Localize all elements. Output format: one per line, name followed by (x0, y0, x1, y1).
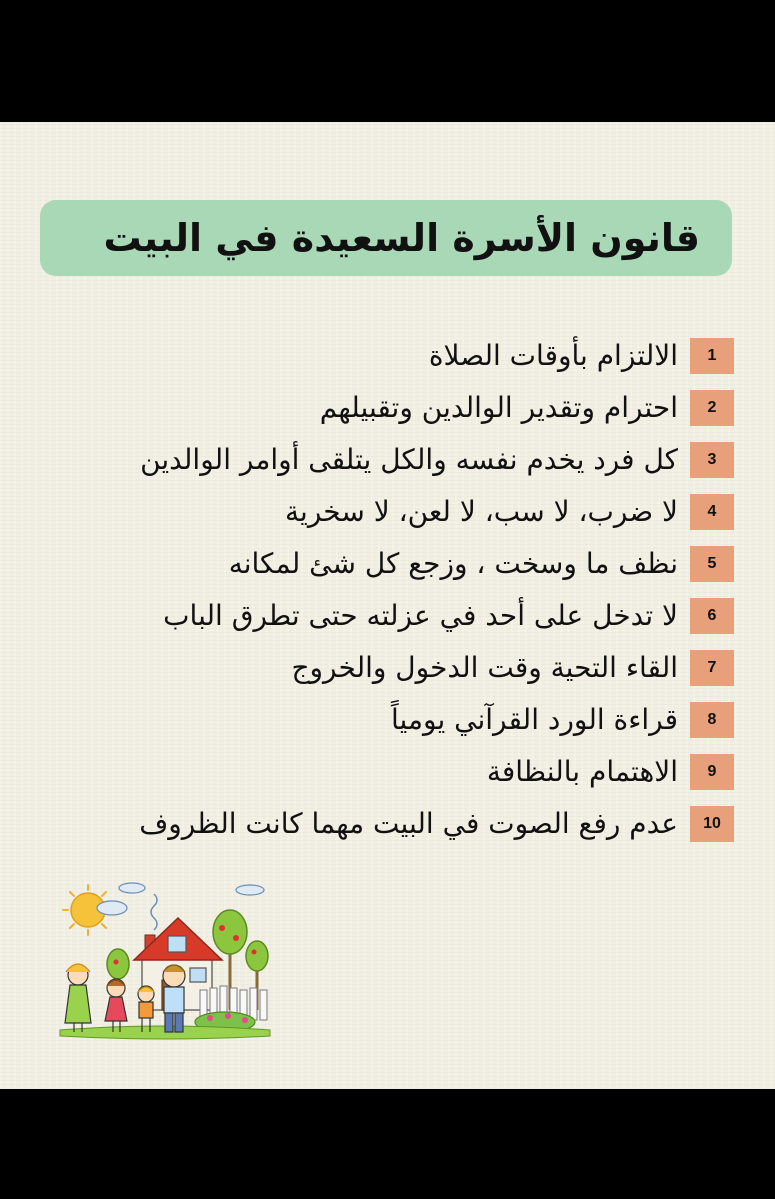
rule-text: قراءة الورد القرآني يومياً (391, 703, 678, 736)
rule-number: 3 (690, 442, 734, 478)
top-black-bar (0, 0, 775, 122)
rule-number: 7 (690, 650, 734, 686)
rule-text: لا ضرب، لا سب، لا لعن، لا سخرية (285, 495, 678, 528)
list-item (40, 642, 734, 694)
rules-list (40, 330, 734, 850)
list-item (40, 798, 734, 850)
rule-text: الالتزام بأوقات الصلاة (428, 339, 678, 372)
rule-number: 6 (690, 598, 734, 634)
smoke-icon (151, 894, 157, 930)
rule-number: 4 (690, 494, 734, 530)
family-house-illustration (50, 880, 280, 1055)
rule-text: عدم رفع الصوت في البيت مهما كانت الظروف (139, 807, 678, 840)
rule-text: القاء التحية وقت الدخول والخروج (291, 651, 678, 684)
rule-text: كل فرد يخدم نفسه والكل يتلقى أوامر الوالدين (140, 443, 678, 476)
list-item (40, 382, 734, 434)
rule-text: احترام وتقدير الوالدين وتقبيلهم (319, 391, 678, 424)
rule-number: 2 (690, 390, 734, 426)
list-item (40, 538, 734, 590)
rule-number: 1 (690, 338, 734, 374)
rule-number: 5 (690, 546, 734, 582)
page-title: قانون الأسرة السعيدة في البيت (103, 216, 700, 260)
list-item (40, 590, 734, 642)
list-item (40, 434, 734, 486)
bottom-black-bar (0, 1089, 775, 1199)
rule-text: الاهتمام بالنظافة (486, 755, 678, 788)
list-item (40, 330, 734, 382)
list-item (40, 746, 734, 798)
rule-number: 10 (690, 806, 734, 842)
list-item (40, 694, 734, 746)
rule-text: نظف ما وسخت ، وزجع كل شئ لمكانه (228, 547, 678, 580)
rule-number: 9 (690, 754, 734, 790)
rule-number: 8 (690, 702, 734, 738)
rule-text: لا تدخل على أحد في عزلته حتى تطرق الباب (163, 599, 678, 632)
list-item (40, 486, 734, 538)
title-banner (40, 200, 732, 276)
cloud-icon (97, 883, 264, 915)
poster (0, 122, 775, 1089)
